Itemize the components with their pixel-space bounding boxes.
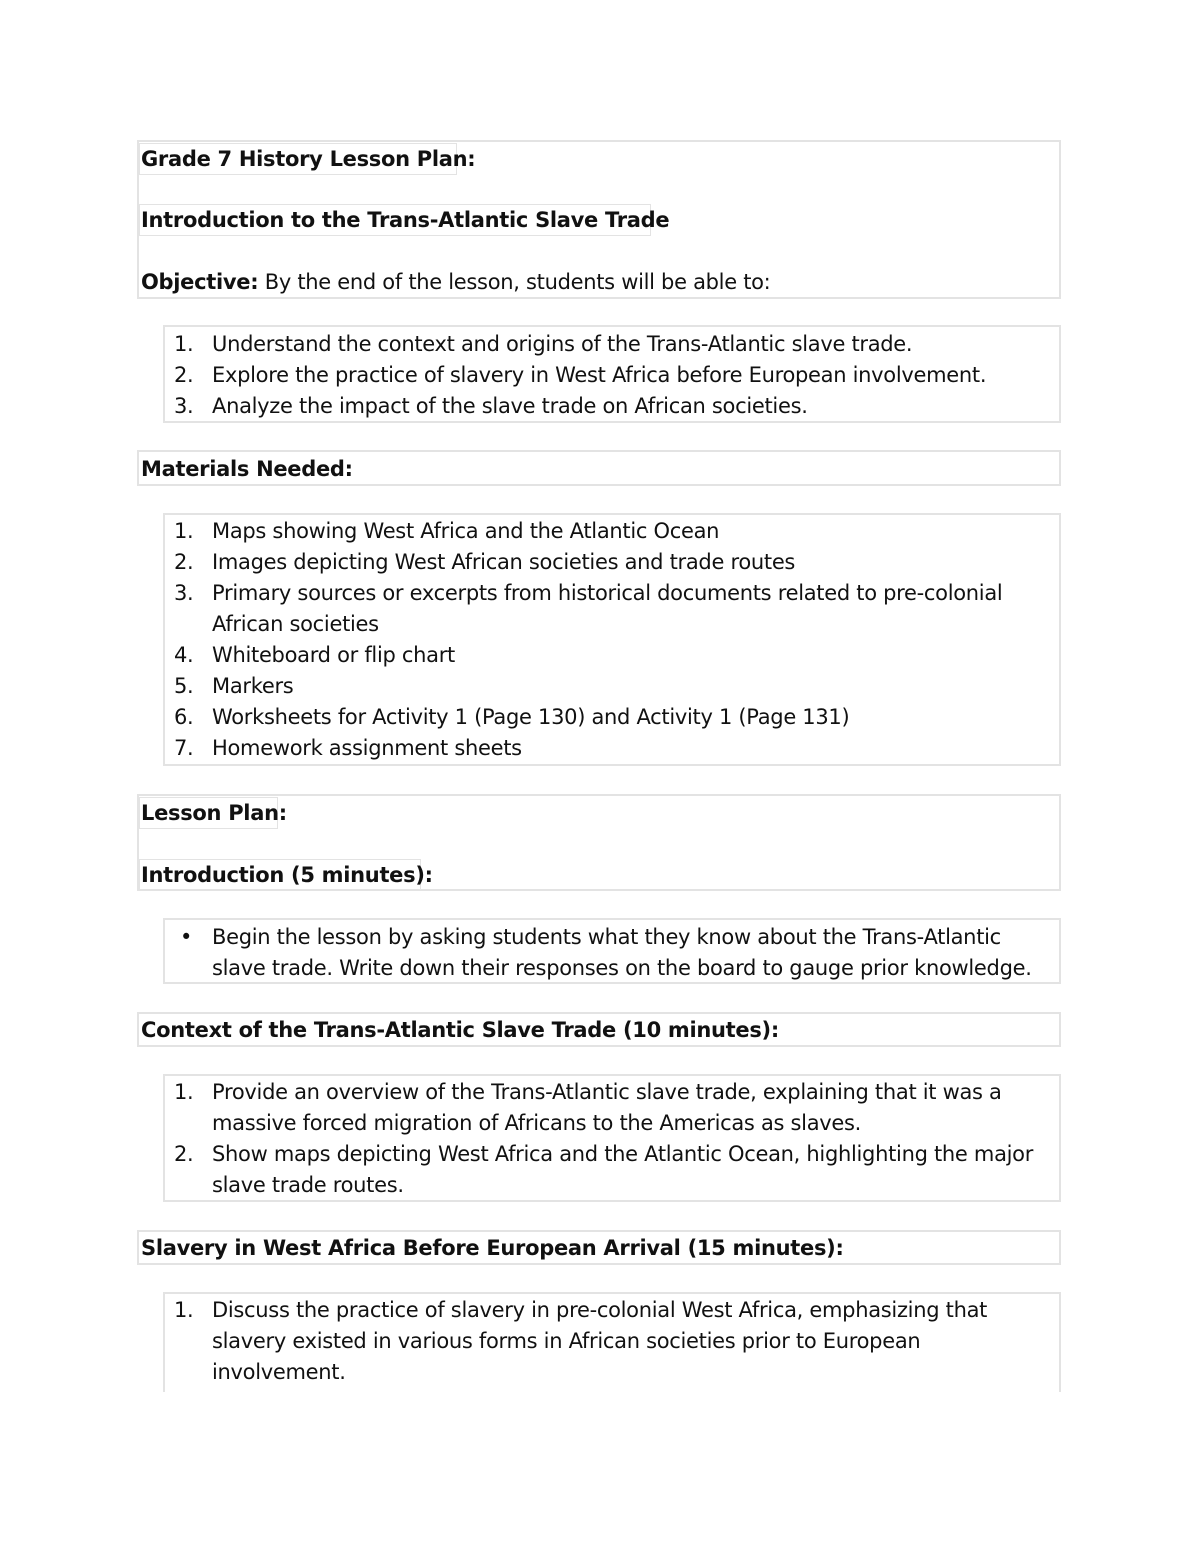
materials-list [174,516,1054,764]
list-item: 7. Homework assignment sheets [174,736,522,760]
list-item: • Begin the lesson by asking students what they know about the Trans-Atlantic slave trade. Write down their responses on the board to gauge prior knowledge. [174,922,1054,984]
objectives-list [174,329,1054,422]
list-item: 1. Provide an overview of the Trans-Atlantic slave trade, explaining that it was a massive forced migration of Africans to the Americas as slaves. [174,1080,1002,1135]
list-item: 1. Discuss the practice of slavery in pre-colonial West Africa, emphasizing that slavery existed in various forms in African societies prior to European involvement. [174,1298,988,1384]
introduction-list [174,922,1054,984]
list-item: 5. Markers [174,674,294,698]
lesson-plan-heading: Lesson Plan: [141,801,287,825]
introduction-heading: Introduction (5 minutes): [141,863,433,887]
objective-line [141,267,770,297]
list-item: 3. Primary sources or excerpts from historical documents related to pre-colonial African societies [174,581,1003,636]
list-item: 1. Understand the context and origins of the Trans-Atlantic slave trade. [174,332,913,356]
objective-label: Objective: [141,270,259,294]
list-item: 1. Maps showing West Africa and the Atlantic Ocean [174,519,720,543]
slavery-list [174,1295,1054,1388]
page-subtitle: Introduction to the Trans-Atlantic Slave Trade [141,208,670,232]
objective-text: By the end of the lesson, students will be able to: [258,270,771,294]
page-title: Grade 7 History Lesson Plan: [141,147,476,171]
list-item: 2. Images depicting West African societies and trade routes [174,550,796,574]
bullet-icon: • [180,925,193,949]
list-item: 4. Whiteboard or flip chart [174,643,455,667]
context-heading: Context of the Trans-Atlantic Slave Trade (10 minutes): [141,1018,779,1042]
materials-heading: Materials Needed: [141,457,353,481]
list-item: 3. Analyze the impact of the slave trade on African societies. [174,394,808,418]
slavery-heading: Slavery in West Africa Before European Arrival (15 minutes): [141,1236,844,1260]
list-item: 6. Worksheets for Activity 1 (Page 130) and Activity 1 (Page 131) [174,705,850,729]
context-list [174,1077,1054,1201]
list-item: 2. Show maps depicting West Africa and the Atlantic Ocean, highlighting the major slave trade routes. [174,1142,1034,1197]
list-item: 2. Explore the practice of slavery in West Africa before European involvement. [174,363,987,387]
